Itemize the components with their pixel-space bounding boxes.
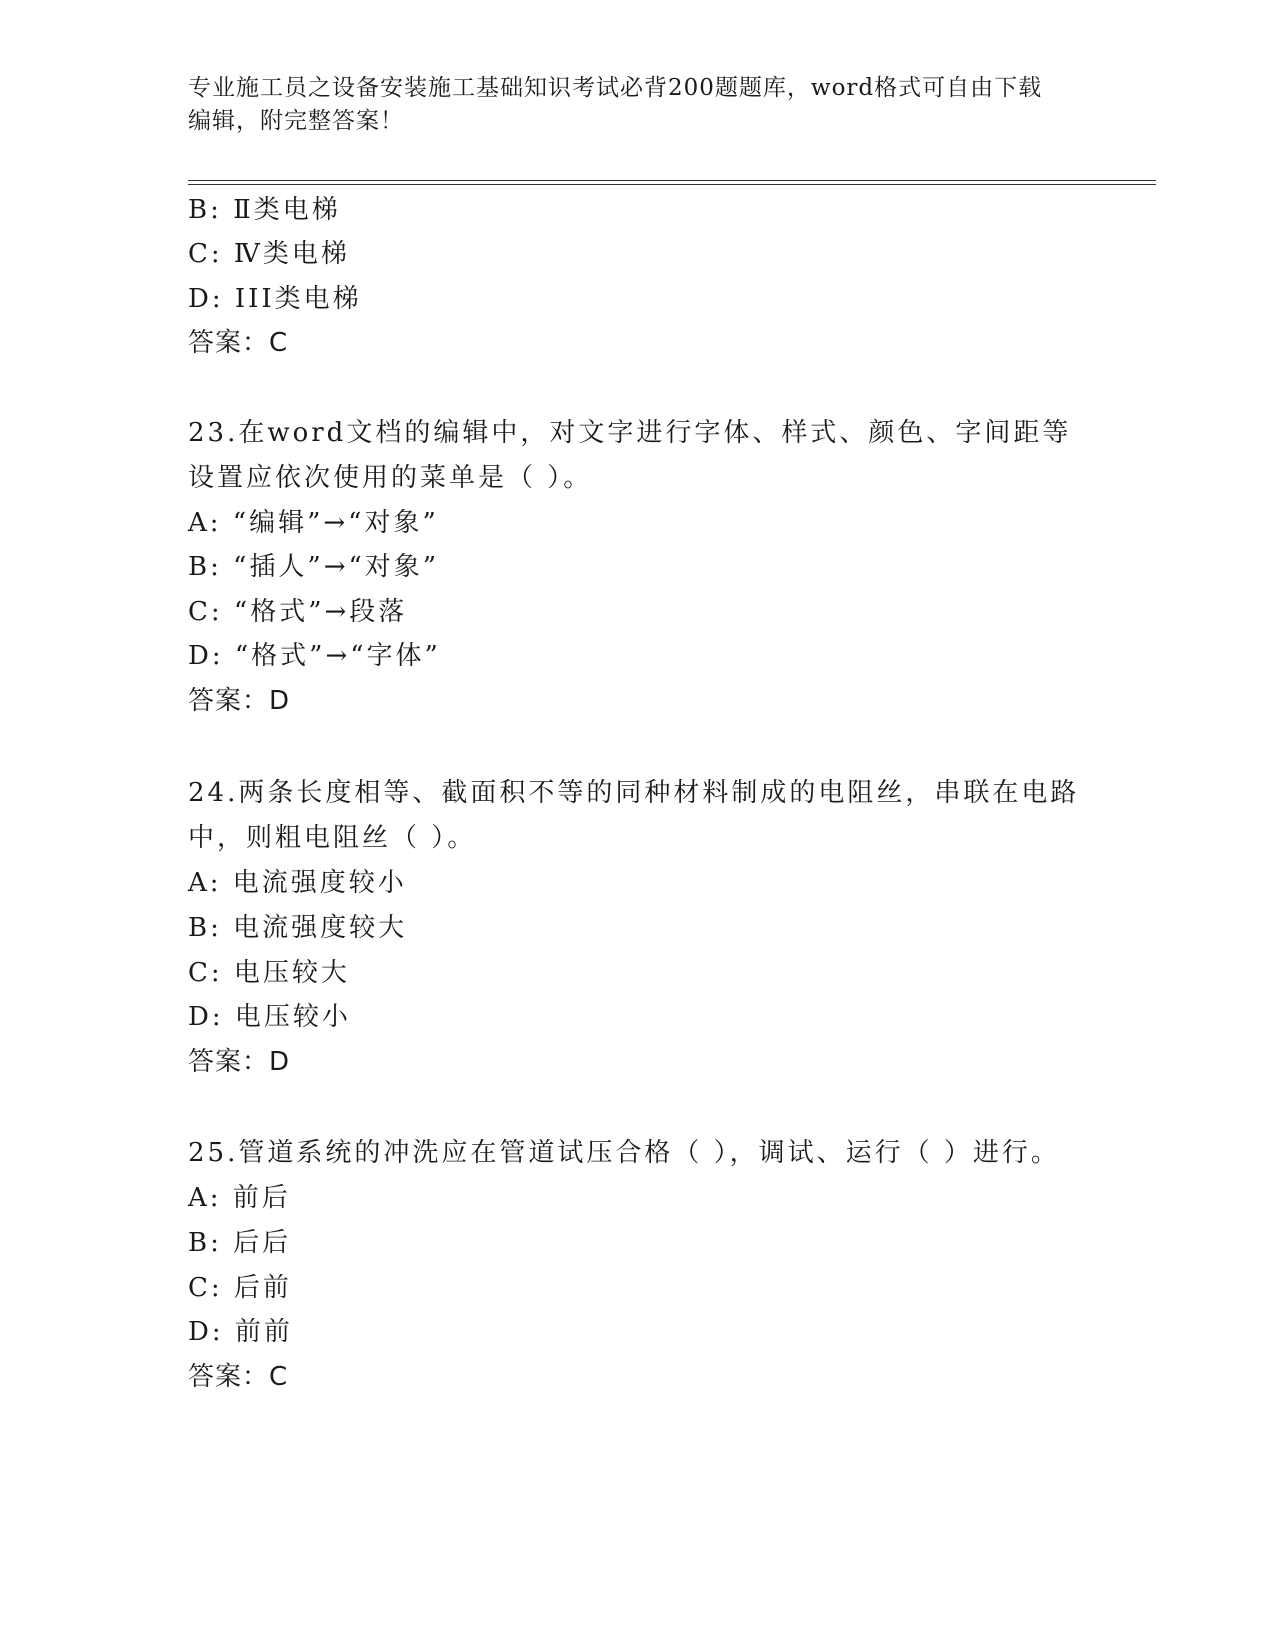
header-divider-top: [188, 180, 1156, 181]
q23-stem-line-1: 23.在word文档的编辑中，对文字进行字体、样式、颜色、字间距等: [188, 418, 1072, 448]
q25-option-d: D: 前前: [188, 1317, 293, 1347]
prev-option-c: C: Ⅳ类电梯: [188, 239, 350, 269]
header-divider-bottom: [188, 184, 1156, 185]
q25-option-b: B: 后后: [188, 1228, 292, 1258]
q23-option-b: B: “插人”→“对象”: [188, 552, 440, 582]
prev-answer: 答案：C: [188, 328, 289, 358]
q24-option-a: A: 电流强度较小: [188, 868, 407, 898]
q25-option-a: A: 前后: [188, 1183, 291, 1213]
q24-option-d: D: 电压较小: [188, 1002, 351, 1032]
q25-answer: 答案：C: [188, 1362, 289, 1392]
q24-answer: 答案：D: [188, 1047, 291, 1077]
q24-option-b: B: 电流强度较大: [188, 913, 408, 943]
prev-option-b: B: Ⅱ类电梯: [188, 195, 341, 225]
prev-option-d: D: III类电梯: [188, 284, 362, 314]
header-line-2: 编辑，附完整答案！: [188, 108, 404, 134]
q23-option-a: A: “编辑”→“对象”: [188, 508, 439, 538]
q25-option-c: C: 后前: [188, 1273, 292, 1303]
q23-stem-line-2: 设置应依次使用的菜单是（ ）。: [188, 463, 593, 493]
header-line-1: 专业施工员之设备安装施工基础知识考试必背200题题库，word格式可自由下载: [188, 75, 1043, 101]
q24-option-c: C: 电压较大: [188, 958, 350, 988]
q24-stem-line-2: 中，则粗电阻丝（ ）。: [188, 823, 477, 853]
q23-option-c: C: “格式”→段落: [188, 597, 408, 627]
q25-stem-line-1: 25.管道系统的冲洗应在管道试压合格（ ），调试、运行（ ）进行。: [188, 1138, 1060, 1168]
q23-option-d: D: “格式”→“字体”: [188, 641, 441, 671]
q24-stem-line-1: 24.两条长度相等、截面积不等的同种材料制成的电阻丝，串联在电路: [188, 778, 1080, 808]
document-header: [188, 72, 1088, 138]
q23-answer: 答案：D: [188, 686, 291, 716]
